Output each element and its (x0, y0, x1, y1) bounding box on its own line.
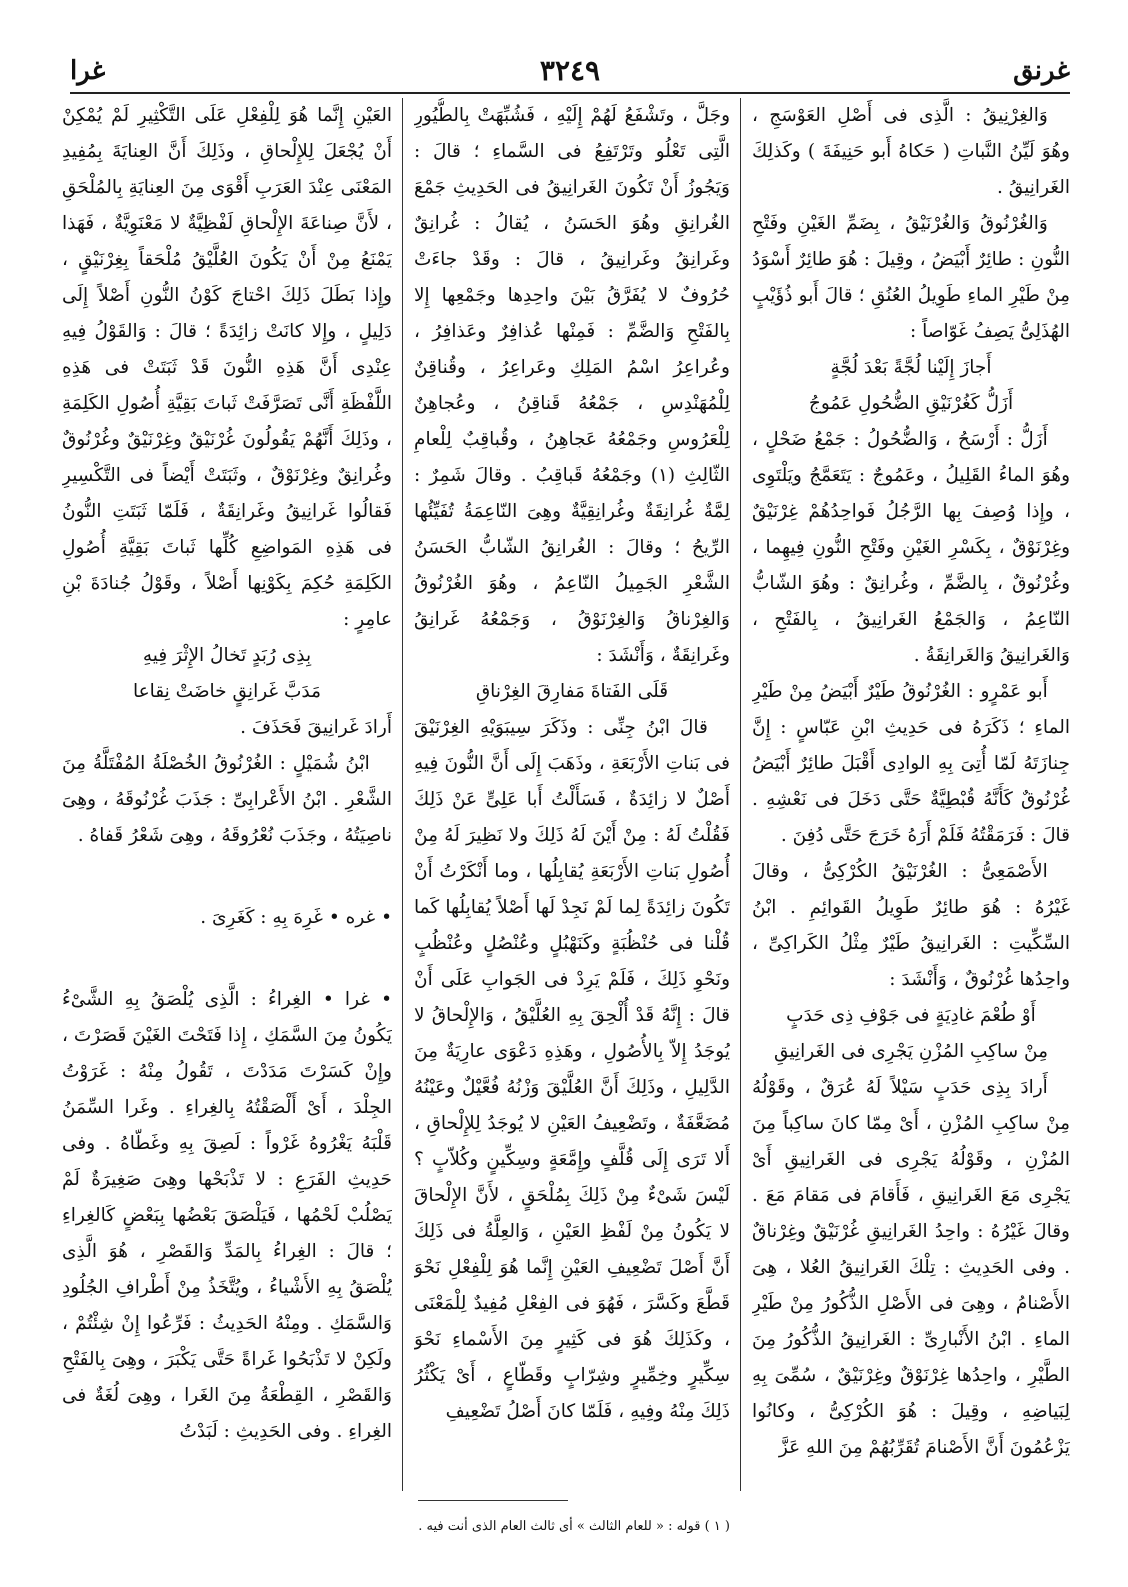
verse-line: قَلَى الفَتاةَ مَفارِقَ الغِرْناقِ (475, 681, 669, 702)
paragraph: العَيْنِ إِنَّما هُوَ لِلْفِعْلِ عَلَى التَّكْثِيرِ لَمْ يُمْكِنْ أَنْ يُجْعَلَ لِلإِلْحاقِ ، وذَلِكَ أَنَّ العِنايَةَ بِمُفِيدِ المَعْنَى عِنْدَ العَرَبِ أَقْوَى مِنَ العِنايَةِ بِالمُلْحَقِ ، لأَنَّ صِناعَةَ الإِلْحاقِ لَفْظِيَّةٌ لا مَعْنَوِيَّةٌ ، فَهَذا يَمْنَعُ مِنْ أَنْ يَكُونَ العُلَّيْقُ مُلْحَقاً بِغِرْنَيْقٍ ، وإِذا بَطَلَ ذَلِكَ احْتاجَ كَوْنُ النُّونِ أَصْلاً إِلَى دَلِيلٍ ، وإِلا كانَتْ زائِدَةً ؛ قالَ : وَالقَوْلُ فِيهِ عِنْدِى أَنَّ هَذِهِ النُّونَ قَدْ ثَبَتَتْ فى هَذِهِ اللَّفْظَةِ أَنَّى تَصَرَّفَتْ ثَباتَ بَقِيَّةِ أُصُولِ الكَلِمَةِ ، وذَلِكَ أَنَّهُمْ يَقُولُونَ غُرْنَيْقٌ وغِرْنَيْقٌ وغُرْنُوقٌ وغُرانِقٌ وغِرْنَوْقٌ ، وثَبَتَتْ أَيْضاً فى التَّكْسِيرِ فَقالُوا غَرانِيقُ وغَرانِقَةٌ ، فَلَمّا ثَبَتَتِ النُّونُ فى هَذِهِ المَواضِعِ كُلِّها ثَباتَ بَقِيَّةِ أُصُولِ الكَلِمَةِ حُكِمَ بِكَوْنِها أَصْلاً ، وقَوْلُ جُنادَةَ بْنِ عامِرٍ : (62, 105, 392, 630)
verse-line: أَجازَ إِلَيْنا لُجَّةً بَعْدَ لُجَّةٍ (830, 357, 992, 378)
page-number: ٣٢٤٩ (539, 54, 601, 87)
paragraph: وجَلَّ ، وتَشْفَعُ لَهُمْ إِلَيْهِ ، فَشُبِّهَتْ بِالطُّيُورِ الَّتِى تَعْلُو وتَرْتَفِعُ فى السَّماءِ ؛ قالَ : وَيَجُوزُ أَنْ تَكُونَ الغَرانِيقُ فى الحَدِيثِ جَمْعَ الغُرانِقِ وهُوَ الحَسَنُ ، يُقالُ : غُرانِقٌ وغَرانِقُ وغَرانِيقُ ، قالَ : وقَدْ جاءَتْ حُرُوفٌ لا يُفَرَّقُ بَيْنَ واحِدِها وجَمْعِها إِلا بِالفَتْحِ وَالضَّمِّ : فَمِنْها عُذافِرٌ وعَذافِرُ ، وعُراعِرُ اسْمُ المَلِكِ وعَراعِرُ ، وقُناقِنٌ لِلْمُهَنْدِسِ ، جَمْعُهُ قَناقِنُ ، وعُجاهِنٌ لِلْعَرُوسِ وجَمْعُهُ عَجاهِنُ ، وقُباقِبٌ لِلْعامِ الثّالِثِ (١) وجَمْعُهُ قَباقِبُ . وقالَ شَمِرٌ : لِمَّةٌ غُرانِقَةٌ وغُرانِقِيَّةٌ وهِىَ النّاعِمَةُ تُفَيِّئُها الرِّيحُ ؛ وقالَ : الغُرانِقُ الشّابُّ الحَسَنُ الشَّعْرِ الجَمِيلُ النّاعِمُ ، وهُوَ الغُرْنُوقُ وَالغِرْناقُ وَالغِرْنَوْقُ ، وَجَمْعُهُ غَرانِقُ وغَرانِقَةٌ ، وَأَنْشَدَ : (414, 105, 730, 666)
header-root-word: غرنق (1013, 56, 1070, 86)
footnote: ( ١ ) قوله : « للعام الثالث » أى ثالث العام الذى أنت فيه . (418, 1519, 730, 1534)
column-divider (402, 98, 404, 1491)
column-divider (740, 98, 742, 1491)
verse-line: أَوْ طُعْمَ غادِيَةٍ فى جَوْفِ ذِى حَدَبٍ (786, 1005, 1036, 1026)
paragraph: وَالغُرْنُوقُ وَالغُرْنَيْقُ ، بِضَمِّ الغَيْنِ وفَتْحِ النُّونِ : طائِرٌ أَبْيَضُ ، وقِيلَ : هُوَ طائِرٌ أَسْوَدُ مِنْ طَيْرِ الماءِ طَوِيلُ العُنُقِ ؛ قالَ أَبو ذُؤَيْبٍ الهُذَلِىُّ يَصِفُ غَوّاصاً : (752, 213, 1070, 342)
header-end-word: غرا (70, 56, 106, 86)
paragraph: أَبو عَمْرٍو : الغُرْنُوقُ طَيْرٌ أَبْيَضُ مِنْ طَيْرِ الماءِ ؛ ذَكَرَهُ فى حَدِيثِ ابْنِ عَبّاسٍ : إِنَّ جِنازَتَهُ لَمّا أُتِىَ بِهِ الوادِى أَقْبَلَ طائِرٌ أَبْيَضُ غُرْنُوقٌ كَأَنَّهُ قُبْطِيَّةٌ حَتَّى دَخَلَ فى نَعْشِهِ . قالَ : فَرَمَقْتُهُ فَلَمْ أَرَهُ خَرَجَ حَتَّى دُفِنَ . (752, 681, 1070, 846)
paragraph: أَرادَ بِذِى حَدَبٍ سَيْلاً لَهُ عُرَقٌ ، وقَوْلُهُ مِنْ ساكِبِ المُزْنِ ، أَىْ مِمّا كانَ ساكِباً مِنَ المُزْنِ ، وقَوْلُهُ يَجْرِى فى الغَرانِيقِ أَىْ يَجْرِى مَعَ الغَرانِيقِ ، فَأَقامَ فى مَقامَ مَعَ . وقالَ غَيْرُهُ : واحِدُ الغَرانِيقِ غُرْنَيْقٌ وغِرْناقٌ . وفى الحَدِيثِ : تِلْكَ الغَرانِيقُ العُلا ، هِىَ الأَصْنامُ ، وهِىَ فى الأَصْلِ الذُّكُورُ مِنْ طَيْرِ الماءِ . ابْنُ الأَنْبارِىِّ : الغَرانِيقُ الذُّكُورُ مِنَ الطَّيْرِ ، واحِدُها غِرْنَوْقٌ وغِرْنَيْقٌ ، سُمِّىَ بِهِ لِبَياضِهِ ، وقِيلَ : هُوَ الكُرْكِىُّ ، وكانُوا يَزْعُمُونَ أَنَّ الأَصْنامَ تُقَرِّبُهُمْ مِنَ اللهِ عَزَّ (752, 1077, 1070, 1458)
paragraph: أَرادَ غَرانِيقَ فَحَذَفَ . (240, 717, 392, 738)
paragraph: أَزَلُّ : أَرْسَحُ ، وَالضُّحُولُ : جَمْعُ ضَحْلٍ ، وهُوَ الماءُ القَلِيلُ ، وعَمُوجٌ : يَتَعَمَّجُ ويَلْتَوِى ، وإِذا وُصِفَ بِها الرَّجُلُ فَواحِدُهُمْ غِرْنَيْقٌ وغِرْنَوْقٌ ، بِكَسْرِ الغَيْنِ وفَتْحِ النُّونِ فِيهِما ، وغُرْنُوقٌ ، بِالضَّمِّ ، وغُرانِقٌ : وهُوَ الشّابُّ النّاعِمُ ، وَالجَمْعُ الغَرانِيقُ ، بِالفَتْحِ ، وَالغَرانِيقُ وَالغَرانِقَةُ . (752, 429, 1070, 666)
column-right (752, 98, 1070, 1491)
column-left (62, 98, 392, 1491)
header-rule (70, 92, 1070, 94)
verse-line: أَزَلُّ كَغُرْنَيْقِ الضُّحُولِ عَمُوجُ (808, 393, 1014, 414)
page-header (70, 50, 1070, 90)
paragraph: ابْنُ شُمَيْلٍ : الغُرْنُوقُ الخُصْلَةُ المُفْتَلَّةُ مِنَ الشَّعْرِ . ابْنُ الأَعْرابِىِّ : جَذَبَ غُرْنُوقَهُ ، وهِىَ ناصِيَتُهُ ، وجَذَبَ نُعْرُوقَهُ ، وهِىَ شَعْرُ قَفاهُ . (62, 753, 392, 846)
column-middle (414, 98, 730, 1491)
paragraph: وَالغِرْنِيقُ : الَّذِى فى أَصْلِ العَوْسَجِ ، وهُوَ لَيِّنُ النَّباتِ ( حَكاهُ أَبو حَنِيفَةَ ) وكَذلِكَ الغَرانِيقُ . (752, 105, 1070, 198)
verse-line: مِنْ ساكِبِ المُزْنِ يَجْرِى فى الغَرانِيقِ (773, 1041, 1049, 1062)
verse-line: بِذِى رُبَدٍ تَخالُ الإِثْرَ فِيهِ (142, 645, 312, 666)
entry-heading: • غرا • الغِراءُ : الَّذِى يُلْصَقُ بِهِ الشَّىْءُ يَكُونُ مِنَ السَّمَكِ ، إِذا فَتَحْتَ الغَيْنَ قَصَرْتَ ، وإِنْ كَسَرْتَ مَدَدْتَ ، تَقُولُ مِنْهُ : غَرَوْتُ الجِلْدَ ، أَىْ أَلْصَقْتُهُ بِالغِراءِ . وغَرا السِّمَنُ قَلْبَهُ يَغْرُوهُ غَرْواً : لَصِقَ بِهِ وغَطّاهُ . وفى حَدِيثِ الفَرَعِ : لا تَذْبَحْها وهِىَ صَغِيرَةٌ لَمْ يَصْلُبْ لَحْمُها ، فَيَلْصَقَ بَعْضُها بِبَعْضٍ كَالغِراءِ ؛ قالَ : الغِراءُ بِالمَدِّ وَالقَصْرِ ، هُوَ الَّذِى يُلْصَقُ بِهِ الأَشْياءُ ، ويُتَّخَذُ مِنْ أَطْرافِ الجُلُودِ وَالسَّمَكِ . ومِنْهُ الحَدِيثُ : فَرِّعُوا إِنْ شِئْتُمْ ، ولَكِنْ لا تَذْبَحُوا غَراةً حَتَّى يَكْبَرَ ، وهِىَ بِالفَتْحِ وَالقَصْرِ ، القِطْعَةُ مِنَ الغَرا ، وهِىَ لُغَةٌ فى الغِراءِ . وفى الحَدِيثِ : لَبَدْتُ (62, 989, 392, 1442)
paragraph: الأَصْمَعِىُّ : الغُرْنَيْقُ الكُرْكِىُّ ، وقالَ غَيْرُهُ : هُوَ طائِرٌ طَوِيلُ القَوائِمِ . ابْنُ السِّكِّيتِ : الغَرانِيقُ طَيْرٌ مِثْلُ الكَراكِىِّ ، واحِدُها غُرْنُوقٌ ، وَأَنْشَدَ : (752, 861, 1070, 990)
paragraph: قالَ ابْنُ جِنِّى : وذَكَرَ سِيبَوَيْهِ الغِرْنَيْقَ فى بَناتِ الأَرْبَعَةِ ، وذَهَبَ إِلَى أَنَّ النُّونَ فِيهِ أَصْلٌ لا زائِدَةٌ ، فَسَأَلْتُ أَبا عَلِىٍّ عَنْ ذَلِكَ فَقُلْتُ لَهُ : مِنْ أَيْنَ لَهُ ذَلِكَ ولا نَظِيرَ لَهُ مِنْ أُصُولِ بَناتِ الأَرْبَعَةِ يُقابِلُها ، وما أَنْكَرْتُ أَنْ تَكُونَ زائِدَةً لِما لَمْ نَجِدْ لَها أَصْلاً يُقابِلُها كَما قُلْنا فى حُنْظُبَةٍ وكَنَهْبُلٍ وعُنْصُلٍ وعُنْظُبٍ ونَحْوِ ذَلِكَ ، فَلَمْ يَرِدْ فى الجَوابِ عَلَى أَنْ قالَ : إِنَّهُ قَدْ أُلْحِقَ بِهِ العُلَّيْقُ ، وَالإِلْحاقُ لا يُوجَدُ إِلاّ بِالأُصُولِ ، وهَذِهِ دَعْوَى عارِيَةٌ مِنَ الدَّلِيلِ ، وذَلِكَ أَنَّ العُلَّيْقَ وَزْنُهُ فُعَّيْلٌ وعَيْنُهُ مُضَعَّفَةٌ ، وتَضْعِيفُ العَيْنِ لا يُوجَدُ لِلإِلْحاقِ ، أَلا تَرَى إِلَى قُلَّفٍ وإِمَّعَةٍ وسِكِّينٍ وكُلاّبٍ ؟ لَيْسَ شَىْءٌ مِنْ ذَلِكَ بِمُلْحَقٍ ، لأَنَّ الإِلْحاقَ لا يَكُونُ مِنْ لَفْظِ العَيْنِ ، وَالعِلَّةُ فى ذَلِكَ أَنَّ أَصْلَ تَضْعِيفِ العَيْنِ إِنَّما هُوَ لِلْفِعْلِ نَحْوَ قَطَّعَ وكَسَّرَ ، فَهُوَ فى الفِعْلِ مُفِيدٌ لِلْمَعْنَى ، وكَذَلِكَ هُوَ فى كَثِيرٍ مِنَ الأَسْماءِ نَحْوَ سِكِّيرٍ وخِمِّيرٍ وشِرّابٍ وقَطّاعٍ ، أَىْ يَكْثُرُ ذَلِكَ مِنْهُ وفِيهِ ، فَلَمّا كانَ أَصْلُ تَضْعِيفِ (414, 717, 730, 1422)
verse-line: مَدَبَّ غَرانِقٍ خاضَتْ نِقاعا (132, 681, 322, 702)
entry-heading: • غره • غَرِهَ بِهِ : كَغَرِىَ . (200, 907, 392, 928)
footnote-rule (418, 1500, 568, 1501)
